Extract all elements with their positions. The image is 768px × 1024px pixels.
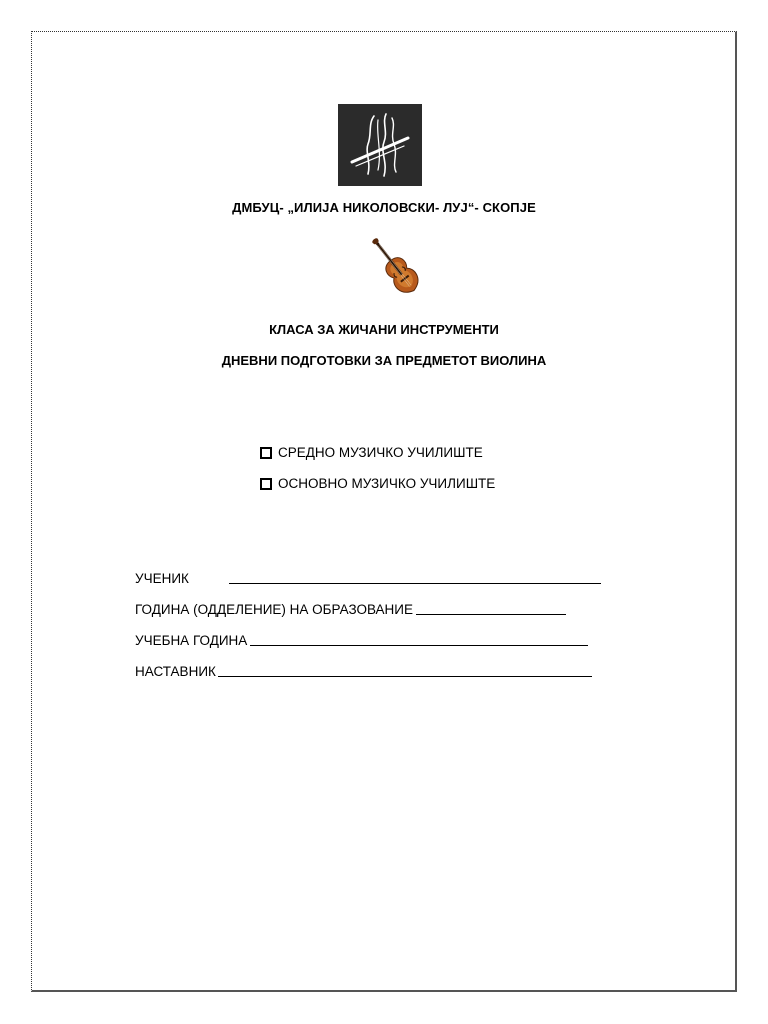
field-student [135, 568, 601, 586]
checkbox[interactable] [260, 478, 272, 490]
field-teacher [135, 661, 592, 679]
option-label: СРЕДНО МУЗИЧКО УЧИЛИШТЕ [278, 445, 483, 460]
checkbox[interactable] [260, 447, 272, 459]
field-line[interactable] [229, 582, 601, 584]
field-grade [135, 599, 566, 617]
field-line[interactable] [218, 675, 592, 677]
option-label: ОСНОВНО МУЗИЧКО УЧИЛИШТЕ [278, 476, 496, 491]
class-title: КЛАСА ЗА ЖИЧАНИ ИНСТРУМЕНТИ [269, 322, 499, 337]
field-line[interactable] [250, 644, 588, 646]
field-label: НАСТАВНИК [135, 664, 216, 679]
field-label: УЧЕНИК [135, 571, 189, 586]
school-name: ДМБУЦ- „ИЛИЈА НИКОЛОВСКИ- ЛУЈ“- СКОПЈЕ [232, 200, 536, 215]
field-line[interactable] [416, 613, 566, 615]
field-label: ГОДИНА (ОДДЕЛЕНИЕ) НА ОБРАЗОВАНИЕ [135, 602, 414, 617]
school-type-option-secondary[interactable] [260, 445, 483, 460]
subject-title: ДНЕВНИ ПОДГОТОВКИ ЗА ПРЕДМЕТОТ ВИОЛИНА [221, 353, 547, 368]
violin-icon [357, 228, 439, 312]
field-school-year [135, 630, 588, 648]
field-label: УЧЕБНА ГОДИНА [135, 633, 248, 648]
school-logo-icon [338, 104, 422, 186]
school-type-option-primary[interactable] [260, 476, 495, 491]
